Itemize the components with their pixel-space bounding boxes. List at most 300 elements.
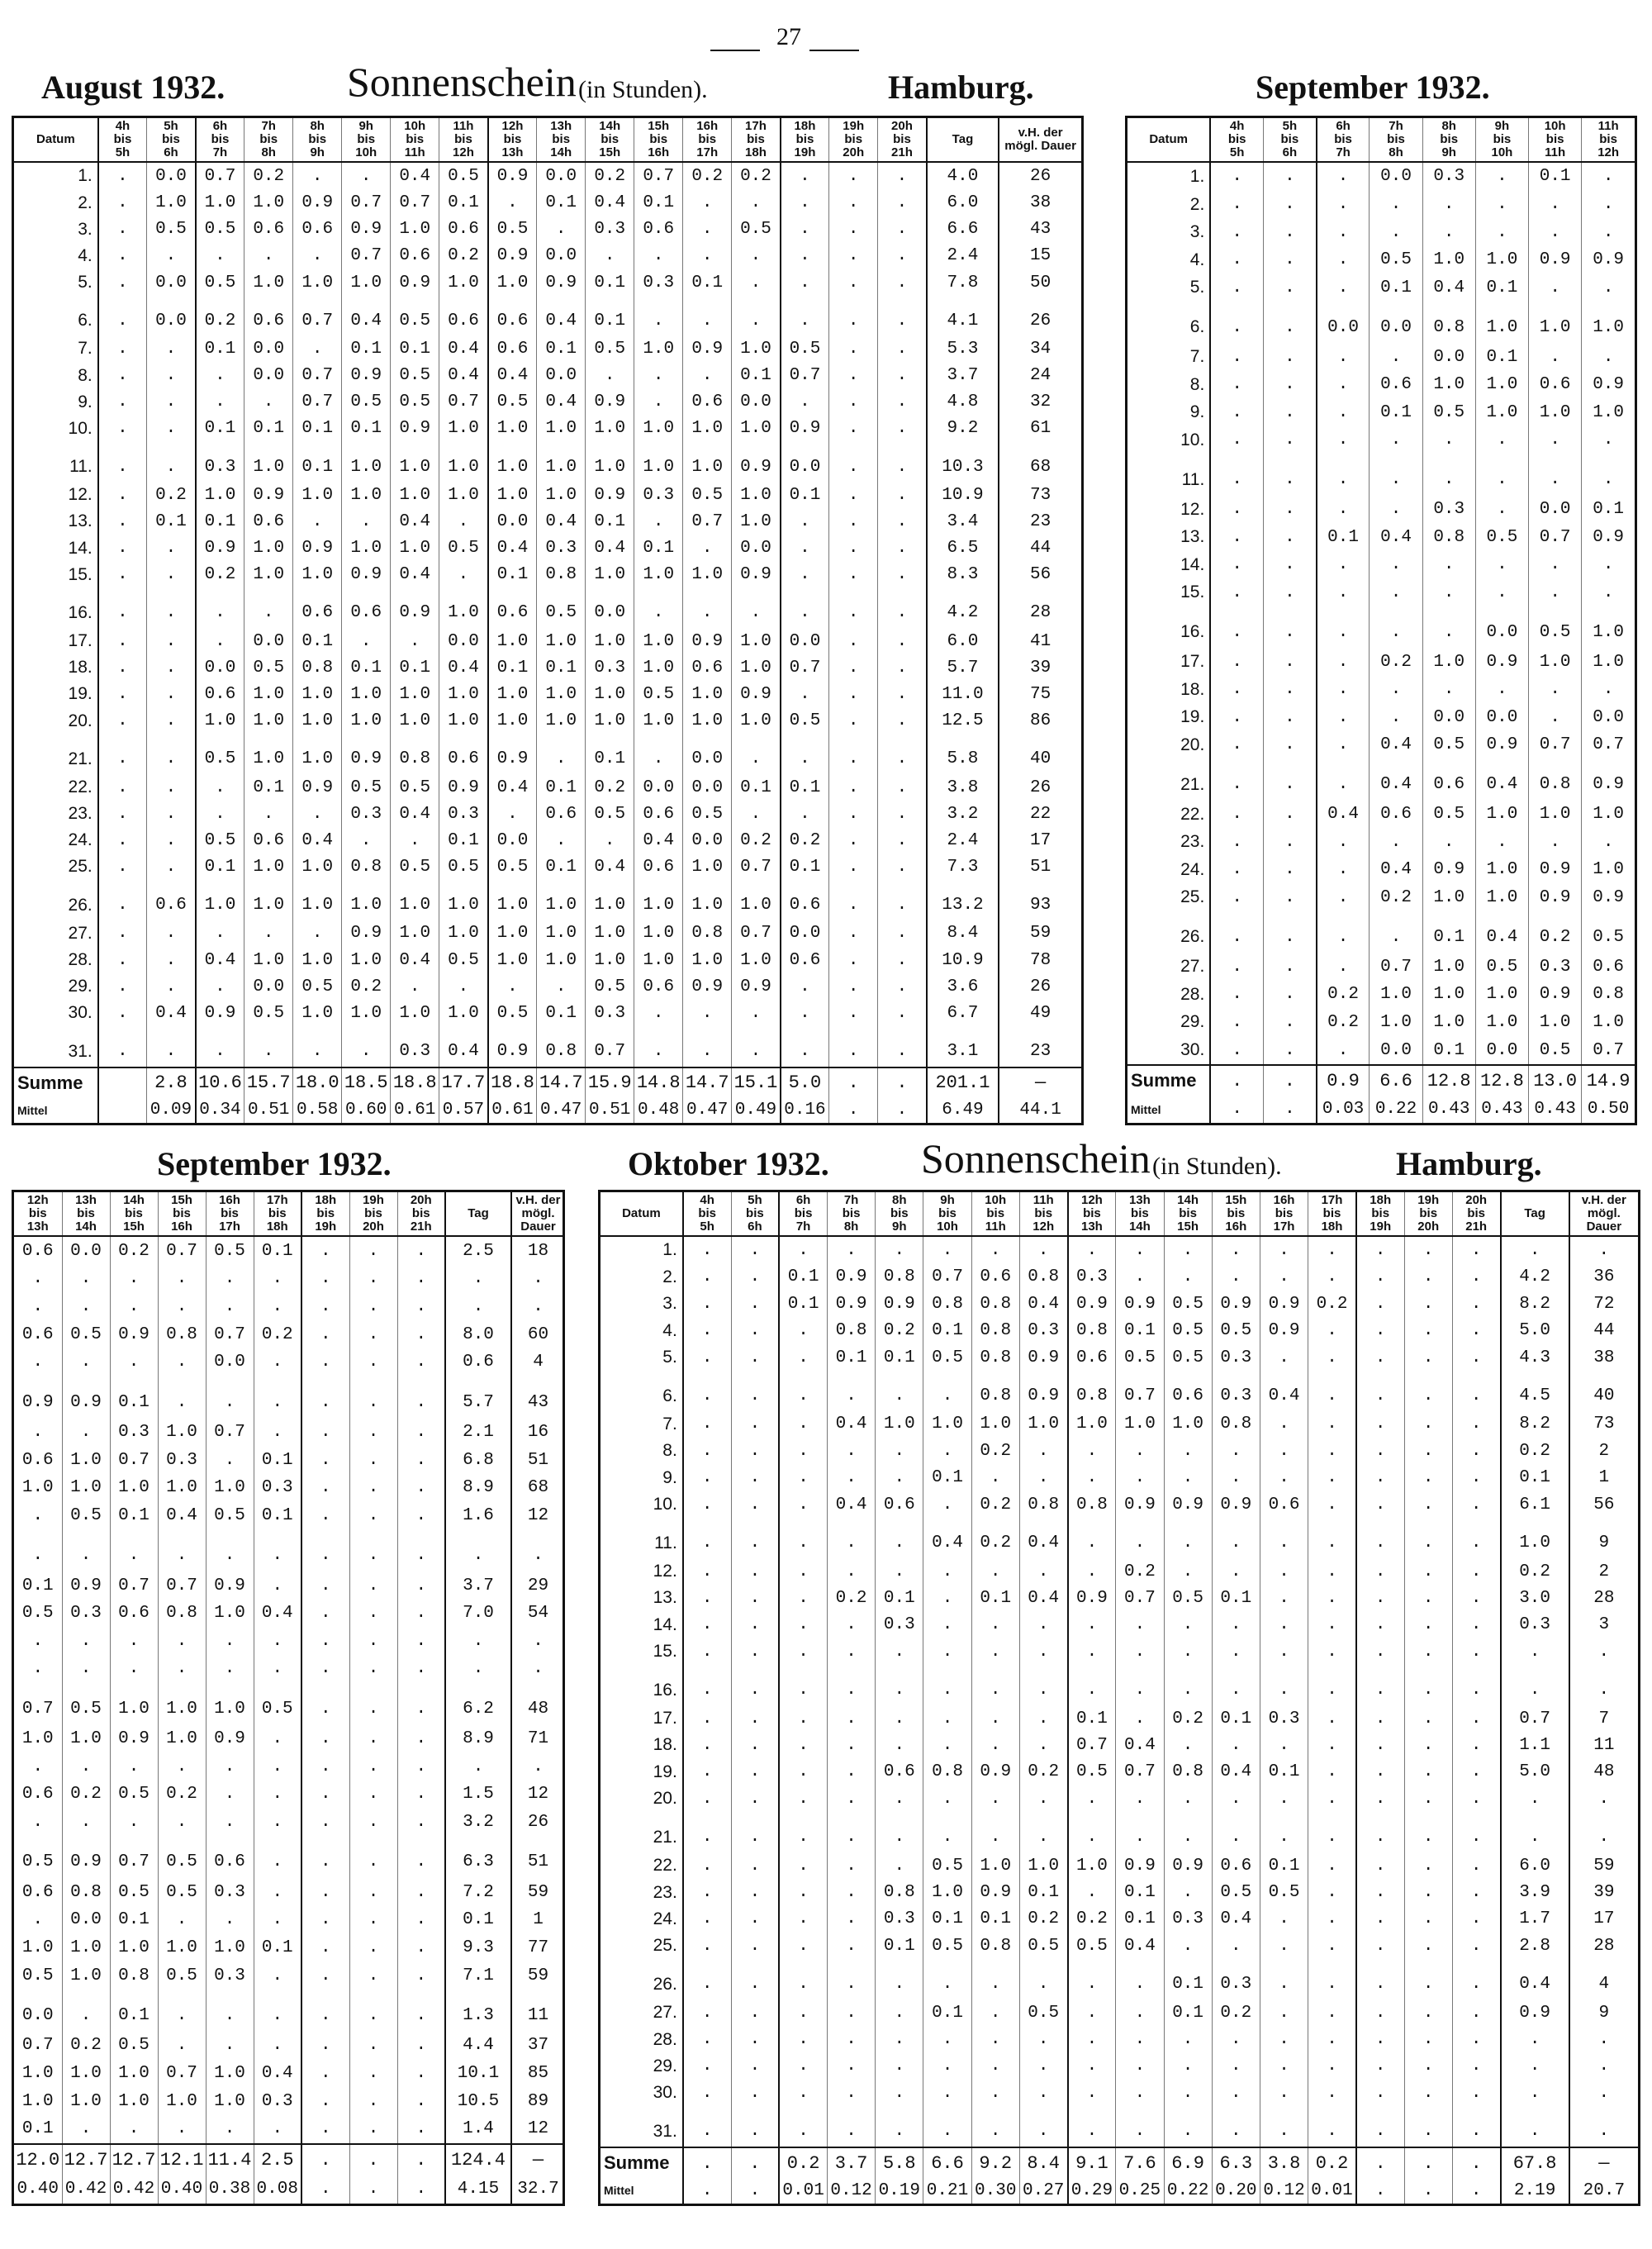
summe-cell: [98, 1067, 147, 1097]
table-cell: 0.9: [876, 1291, 923, 1317]
table-cell: 0.4: [827, 1411, 875, 1438]
table-cell: 1.0: [110, 2087, 158, 2115]
tag-header: Tag: [445, 1192, 511, 1236]
table-row: [14, 508, 1081, 535]
table-cell: 2.5: [445, 1236, 511, 1265]
table-cell: 1.0: [439, 920, 488, 947]
hour-header: [244, 118, 293, 162]
table-row: [1127, 496, 1635, 524]
table-cell: 0.1: [1370, 399, 1422, 427]
table-cell: .: [1308, 1959, 1356, 1999]
table-cell: 1.0: [923, 1411, 971, 1438]
table-cell: 0.3: [1212, 1959, 1260, 1999]
table-cell: .: [971, 1812, 1019, 1852]
table-cell: .: [781, 588, 829, 628]
table-cell: 12: [511, 2115, 564, 2144]
table-cell: 0.7: [342, 189, 391, 216]
table-cell: .: [1356, 1465, 1404, 1491]
hour-header-line: bis: [1387, 132, 1405, 146]
table-cell: .: [1404, 1291, 1452, 1317]
table-cell: .: [301, 2087, 349, 2115]
table-cell: 1.0: [537, 681, 586, 707]
table-cell: .: [732, 1000, 781, 1026]
table-cell: .: [349, 2060, 397, 2088]
table-cell: .: [1308, 1933, 1356, 1959]
table-cell: .: [445, 1265, 511, 1293]
table-cell: 0.4: [293, 827, 342, 853]
summe-row: [14, 1067, 1081, 1097]
table-row: [1127, 884, 1635, 912]
table-cell: .: [1356, 1933, 1404, 1959]
mittel-row: [14, 1097, 1081, 1123]
table-cell: .: [634, 363, 683, 389]
table-cell: 0.5: [488, 389, 537, 416]
hour-header-line: bis: [893, 132, 911, 146]
table-cell: 0.4: [1116, 1933, 1164, 1959]
table-cell: 0.6: [293, 588, 342, 628]
table-cell: .: [196, 588, 244, 628]
table-cell: 0.6: [971, 1264, 1019, 1291]
mittel-cell: .: [1264, 1096, 1317, 1123]
table-cell: .: [731, 1518, 779, 1558]
table-row: [601, 1759, 1638, 1785]
table-cell: 0.3: [1212, 1344, 1260, 1371]
table-cell: 1.0: [586, 708, 634, 735]
table-cell: 0.9: [21, 1392, 54, 1412]
table-cell: .: [1356, 1518, 1404, 1558]
table-cell: 0.4: [1212, 1906, 1260, 1933]
table-cell: .: [683, 1906, 731, 1933]
summe-cell: 14.7: [537, 1067, 586, 1097]
table-cell: .: [254, 1752, 301, 1781]
table-cell: 3.1: [927, 1026, 999, 1067]
table-cell: .: [829, 827, 878, 853]
hour-header-line: 9h: [1494, 119, 1510, 133]
table-cell: .: [254, 1348, 301, 1377]
table-cell: 0.8: [1422, 523, 1475, 551]
hour-header-line: 19h: [363, 1193, 384, 1207]
table-cell: 0.2: [1019, 1906, 1067, 1933]
day-label: 15.: [653, 1642, 677, 1662]
table-cell: 0.9: [488, 243, 537, 269]
table-cell: 1.0: [971, 1852, 1019, 1879]
table-cell: 0.9: [1529, 246, 1582, 274]
table-cell: .: [829, 216, 878, 243]
table-cell: 0.8: [971, 1371, 1019, 1411]
mittel-cell: 0.51: [244, 1097, 293, 1123]
table-cell: .: [1356, 1638, 1404, 1665]
day-label: 22.: [68, 777, 93, 796]
table-cell: 0.3: [537, 535, 586, 562]
table-cell: 0.9: [1116, 1852, 1164, 1879]
table-cell: .: [1210, 884, 1263, 912]
table-cell: 1.0: [196, 708, 244, 735]
table-cell: 7.8: [927, 269, 999, 296]
table-cell: .: [1529, 676, 1582, 704]
table-cell: .: [1404, 1906, 1452, 1933]
table-row: [1127, 551, 1635, 579]
table-cell: 0.7: [1501, 1705, 1569, 1732]
table-cell: 0.5: [1529, 1036, 1582, 1065]
day-label: 23.: [68, 804, 93, 824]
table-row: [14, 189, 1081, 216]
table-row: [14, 1026, 1081, 1067]
summe-cell: 11.4: [206, 2144, 254, 2175]
table-cell: .: [1404, 1264, 1452, 1291]
table-cell: .: [1404, 1491, 1452, 1518]
table-cell: .: [147, 442, 196, 482]
table-cell: .: [683, 1291, 731, 1317]
table-cell: 0.4: [1212, 1759, 1260, 1785]
summe-cell: .: [829, 1067, 878, 1097]
table-cell: .: [1370, 426, 1422, 454]
table-cell: .: [1317, 953, 1370, 981]
table-cell: .: [1019, 1558, 1067, 1585]
table-cell: 1.0: [1582, 399, 1635, 427]
table-cell: .: [397, 1529, 445, 1571]
table-cell: 11: [511, 1990, 564, 2032]
table-cell: .: [781, 269, 829, 296]
table-cell: .: [683, 2026, 731, 2052]
table-cell: .: [683, 1236, 731, 1264]
table-cell: .: [781, 243, 829, 269]
mittel-row: [14, 2175, 564, 2204]
table-row: [14, 1348, 564, 1377]
table-cell: 0.1: [196, 853, 244, 880]
table-cell: .: [1019, 1732, 1067, 1758]
table-cell: 0.5: [110, 1878, 158, 1906]
hour-header: [1260, 1192, 1308, 1236]
table-cell: 0.7: [1582, 1036, 1635, 1065]
table-cell: 0.6: [244, 216, 293, 243]
table-cell: .: [923, 1491, 971, 1518]
table-cell: .: [731, 1906, 779, 1933]
day-label: 30.: [653, 2083, 677, 2103]
day-label: 28.: [653, 2029, 677, 2049]
hour-header: [634, 118, 683, 162]
hour-header: [158, 1192, 206, 1236]
table-cell: 1.0: [244, 947, 293, 973]
table-cell: 1.0: [391, 920, 439, 947]
table-cell: .: [781, 1026, 829, 1067]
table-cell: .: [1422, 551, 1475, 579]
table-cell: .: [1317, 371, 1370, 399]
table-cell: 0.5: [781, 335, 829, 362]
table-cell: .: [1068, 1812, 1116, 1852]
table-cell: 1.0: [634, 654, 683, 681]
table-cell: .: [158, 1752, 206, 1781]
table-row: [601, 1371, 1638, 1411]
day-label: 12.: [68, 485, 93, 505]
table-cell: .: [1356, 1852, 1404, 1879]
table-cell: 0.9: [586, 389, 634, 416]
september-title-lower: September 1932.: [157, 1145, 392, 1182]
table-cell: .: [923, 1612, 971, 1638]
september-afternoon-block: [12, 1190, 565, 2206]
table-cell: 0.0: [537, 363, 586, 389]
table-cell: .: [827, 1465, 875, 1491]
table-cell: .: [1452, 1558, 1500, 1585]
hour-header-line: 16h: [1225, 1220, 1247, 1234]
table-cell: .: [196, 389, 244, 416]
table-row: [14, 335, 1081, 362]
table-cell: .: [683, 1000, 732, 1026]
table-cell: 0.9: [1475, 648, 1528, 676]
hour-header-line: 7h: [795, 1220, 811, 1234]
table-cell: 0.2: [342, 973, 391, 1000]
table-cell: .: [1264, 884, 1317, 912]
hour-header-line: bis: [1083, 1206, 1101, 1220]
table-cell: .: [1264, 246, 1317, 274]
table-cell: 0.1: [254, 1502, 301, 1530]
day-label: 20.: [653, 1789, 677, 1809]
table-cell: .: [1317, 731, 1370, 759]
table-cell: .: [1356, 1291, 1404, 1317]
table-cell: .: [1475, 454, 1528, 496]
table-cell: 3.2: [927, 801, 999, 827]
table-cell: 5.0: [1501, 1759, 1569, 1785]
table-cell: 0.5: [1212, 1879, 1260, 1905]
mittel-cell: 0.21: [923, 2178, 971, 2204]
table-cell: 0.2: [1019, 1759, 1067, 1785]
table-cell: .: [1210, 1009, 1263, 1037]
summe-cell: 18.0: [293, 1067, 342, 1097]
table-cell: .: [781, 296, 829, 335]
summe-cell: .: [1452, 2147, 1500, 2177]
table-cell: .: [1116, 1638, 1164, 1665]
table-cell: 0.9: [293, 535, 342, 562]
table-cell: .: [1260, 1344, 1308, 1371]
hour-header-line: 18h: [1321, 1220, 1343, 1234]
table-cell: 0.1: [1164, 1959, 1212, 1999]
mittel-row: [601, 2178, 1638, 2204]
table-cell: .: [301, 1320, 349, 1348]
table-cell: 0.2: [62, 1781, 110, 1809]
hour-header-line: bis: [746, 1206, 764, 1220]
table-cell: 1.0: [1370, 981, 1422, 1009]
table-cell: 1.0: [158, 1474, 206, 1502]
table-cell: 75: [999, 681, 1081, 707]
table-row: [1127, 426, 1635, 454]
table-cell: 0.6: [21, 1785, 54, 1804]
summe-cell: 6.6: [923, 2147, 971, 2177]
table-cell: .: [1452, 1665, 1500, 1705]
table-cell: .: [1452, 1585, 1500, 1611]
table-cell: .: [439, 562, 488, 588]
table-cell: .: [1404, 1759, 1452, 1785]
table-cell: .: [1452, 1812, 1500, 1852]
table-cell: .: [878, 363, 927, 389]
table-cell: 0.0: [1370, 162, 1422, 191]
table-cell: 0.0: [1422, 704, 1475, 732]
table-cell: .: [397, 2087, 445, 2115]
table-cell: 0.7: [21, 1699, 54, 1719]
table-cell: 0.8: [1529, 759, 1582, 801]
day-label: 21.: [1180, 774, 1205, 794]
table-row: [14, 1934, 564, 1962]
table-row: [14, 1781, 564, 1809]
table-cell: 0.7: [439, 389, 488, 416]
hour-header: [1116, 1192, 1164, 1236]
table-row: [14, 1752, 564, 1781]
table-cell: 0.9: [1019, 1344, 1067, 1371]
table-cell: 0.1: [537, 774, 586, 801]
table-cell: .: [971, 2026, 1019, 2052]
table-cell: 0.9: [1068, 1585, 1116, 1611]
table-cell: 0.2: [1370, 884, 1422, 912]
table-cell: 4.1: [927, 296, 999, 335]
mittel-cell: 0.42: [62, 2175, 110, 2204]
table-row: [601, 1317, 1638, 1343]
table-cell: 0.9: [1582, 371, 1635, 399]
table-cell: 0.6: [21, 1882, 54, 1902]
table-cell: .: [301, 1683, 349, 1725]
table-cell: 0.9: [206, 1571, 254, 1600]
table-cell: .: [1356, 1371, 1404, 1411]
table-cell: 11.0: [927, 681, 999, 707]
table-cell: .: [779, 1411, 827, 1438]
summe-cell: .: [301, 2144, 349, 2175]
table-cell: 1.0: [206, 1683, 254, 1725]
hour-header-line: 18h: [745, 145, 767, 159]
table-cell: .: [397, 2115, 445, 2144]
table-cell: .: [1452, 1491, 1500, 1518]
table-cell: 0.9: [971, 1879, 1019, 1905]
table-row: [14, 947, 1081, 973]
table-cell: 0.0: [1422, 343, 1475, 371]
table-cell: 0.4: [147, 1000, 196, 1026]
table-cell: 17: [999, 827, 1081, 853]
table-cell: 0.0: [781, 628, 829, 654]
table-cell: .: [1404, 1705, 1452, 1732]
hour-header-line: 4h: [1229, 119, 1245, 133]
table-cell: .: [731, 1959, 779, 1999]
table-cell: .: [1404, 1665, 1452, 1705]
hour-header-line: 20h: [843, 145, 865, 159]
table-cell: 0.5: [923, 1344, 971, 1371]
day-label: 13.: [653, 1588, 677, 1608]
table-cell: .: [683, 216, 732, 243]
table-cell: 0.4: [439, 654, 488, 681]
hour-header: [827, 1192, 875, 1236]
table-cell: 0.2: [683, 162, 732, 189]
table-cell: .: [878, 1000, 927, 1026]
hour-header-line: 18h: [1370, 1193, 1392, 1207]
table-cell: 0.8: [1068, 1317, 1116, 1343]
table-cell: 1.0: [1475, 399, 1528, 427]
table-cell: .: [1068, 1665, 1116, 1705]
table-cell: .: [829, 363, 878, 389]
table-cell: 1.0: [634, 562, 683, 588]
table-cell: 93: [999, 881, 1081, 920]
table-row: [14, 1906, 564, 1934]
table-cell: .: [206, 1752, 254, 1781]
table-cell: 0.0: [1317, 302, 1370, 343]
unit-label: (in Stunden).: [578, 76, 708, 103]
table-cell: 0.4: [391, 562, 439, 588]
table-cell: .: [349, 1906, 397, 1934]
table-cell: 6.7: [927, 1000, 999, 1026]
hour-header-line: 15h: [123, 1220, 145, 1234]
table-cell: .: [1317, 343, 1370, 371]
table-cell: .: [1260, 1785, 1308, 1812]
hour-header-line: 16h: [648, 145, 670, 159]
table-cell: .: [1569, 1665, 1638, 1705]
mittel-cell: 4.15: [445, 2175, 511, 2204]
table-cell: 10.9: [927, 947, 999, 973]
table-cell: .: [876, 1732, 923, 1758]
table-cell: .: [829, 853, 878, 880]
day-label: 27.: [1180, 957, 1205, 977]
table-cell: .: [923, 1705, 971, 1732]
table-cell: 5.3: [927, 335, 999, 362]
table-cell: .: [827, 1933, 875, 1959]
table-cell: 0.8: [827, 1317, 875, 1343]
mittel-cell: .: [683, 2178, 731, 2204]
table-cell: 3.7: [445, 1571, 511, 1600]
table-cell: .: [1422, 191, 1475, 219]
table-cell: 1.0: [634, 335, 683, 362]
day-label: 4.: [78, 245, 93, 265]
table-cell: 1.7: [1501, 1906, 1569, 1933]
table-cell: .: [1317, 246, 1370, 274]
table-cell: 0.7: [158, 2060, 206, 2088]
summe-cell: .: [683, 2147, 731, 2177]
table-cell: .: [397, 1836, 445, 1878]
table-row: [601, 1585, 1638, 1611]
table-cell: 0.1: [1475, 274, 1528, 302]
summe-cell: 12.1: [158, 2144, 206, 2175]
table-cell: .: [349, 1600, 397, 1628]
table-cell: 0.5: [62, 1502, 110, 1530]
table-cell: .: [1529, 454, 1582, 496]
table-cell: .: [301, 1265, 349, 1293]
hour-header-line: bis: [747, 132, 765, 146]
table-cell: 0.0: [732, 535, 781, 562]
table-cell: 0.9: [293, 189, 342, 216]
table-row: [1127, 191, 1635, 219]
day-label: 4.: [662, 1320, 677, 1340]
table-cell: .: [971, 1785, 1019, 1812]
table-cell: 0.1: [110, 1906, 158, 1934]
table-cell: 0.9: [110, 1725, 158, 1753]
table-cell: .: [1356, 1732, 1404, 1758]
table-cell: .: [1210, 162, 1263, 191]
table-cell: .: [244, 588, 293, 628]
table-cell: 0.9: [1212, 1291, 1260, 1317]
table-cell: 1.0: [293, 562, 342, 588]
hour-header: [342, 118, 391, 162]
table-cell: .: [1317, 579, 1370, 607]
table-cell: .: [1260, 1812, 1308, 1852]
table-cell: 0.1: [147, 508, 196, 535]
table-cell: .: [1264, 911, 1317, 953]
table-cell: .: [779, 2053, 827, 2080]
table-cell: 1.0: [634, 881, 683, 920]
table-cell: .: [1068, 1518, 1116, 1558]
table-cell: .: [1019, 1812, 1067, 1852]
table-cell: .: [1210, 371, 1263, 399]
table-cell: 0.0: [537, 162, 586, 189]
table-cell: .: [147, 628, 196, 654]
table-cell: 0.9: [439, 774, 488, 801]
table-cell: .: [293, 335, 342, 362]
table-cell: 0.6: [439, 735, 488, 774]
table-cell: .: [1260, 1906, 1308, 1933]
table-cell: 56: [999, 562, 1081, 588]
hour-header-line: 17h: [266, 1193, 288, 1207]
table-cell: .: [683, 1585, 731, 1611]
